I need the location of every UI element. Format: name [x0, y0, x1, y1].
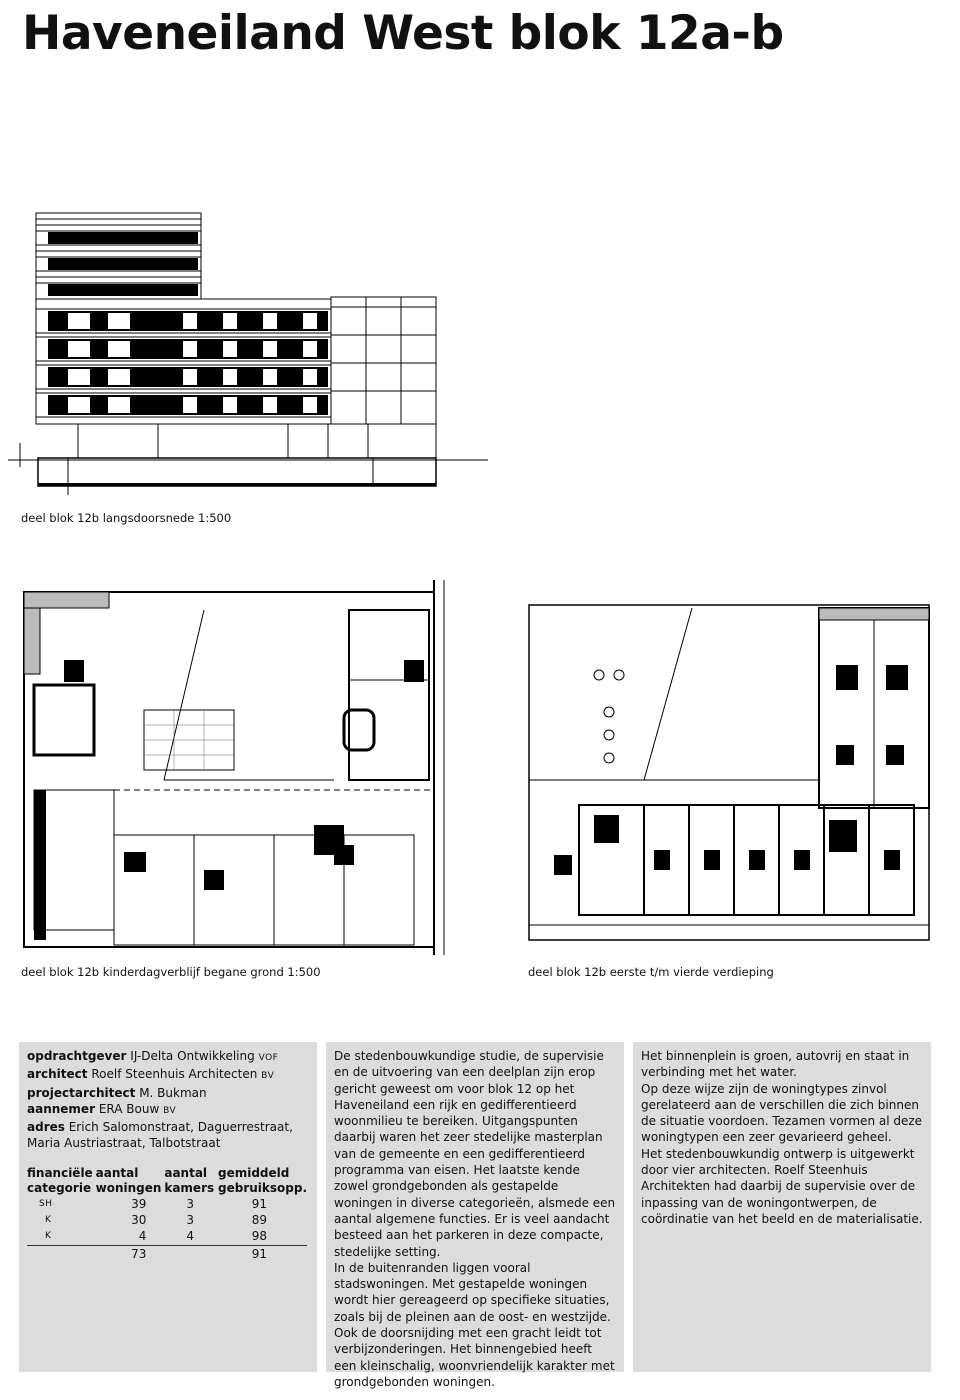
header-category: financiële categorie [27, 1165, 93, 1195]
table-header-row [27, 1166, 307, 1196]
housing-table [27, 1166, 307, 1262]
client-line [27, 1048, 313, 1066]
credits-panel [19, 1042, 317, 1372]
contractor-value: ERA Bouw [98, 1101, 160, 1116]
client-value: IJ-Delta Ontwikkeling [130, 1049, 255, 1063]
header-dwellings: aantal woningen [95, 1165, 162, 1195]
address-value: Erich Salomonstraat, Daguerrestraat, Maria Austriastraat, Talbotstraat [27, 1120, 293, 1151]
table-totals-row: 73 91 [27, 1245, 307, 1262]
project-architect-label: projectarchitect [27, 1085, 136, 1100]
body-paragraph: Op deze wijze zijn de woningtypes zinvol gerelateerd aan de verschillen die zich binnen de situatie voordoen. Tezamen vormen al deze woningtypen een zeer gevarieerd geheel. [641, 1081, 923, 1145]
client-label: opdrachtgever [27, 1049, 127, 1063]
address-label: adres [27, 1120, 65, 1135]
body-paragraph: Het binnenplein is groen, autovrij en staat in verbinding met het water. [641, 1049, 910, 1080]
header-rooms: aantal kamers [164, 1165, 215, 1195]
body-paragraph: In de buitenranden liggen vooral stadswoningen. Met gestapelde woningen wordt hier gereageerd op specifieke situaties, zoals bij de pleinen aan de oost- en westzijde. Ook de doorsnijding met een gracht leidt tot verbijzonderingen. Het binnengebied heeft een kleinschalig, woonvriendelijk karakter met grondgebonden woningen. [334, 1260, 615, 1389]
ground-floor-caption: deel blok 12b kinderdagverblijf begane grond 1:500 [21, 965, 321, 979]
architect-line [27, 1066, 313, 1084]
contractor-suffix: BV [163, 1105, 177, 1116]
upper-floor-plan [524, 600, 934, 945]
header-area: gemiddeld gebruiksopp. [218, 1165, 307, 1195]
description-panel-1 [326, 1042, 624, 1389]
section-caption: deel blok 12b langsdoorsnede 1:500 [21, 511, 232, 525]
address-line [27, 1119, 313, 1152]
contractor-label: aannemer [27, 1101, 95, 1116]
project-architect-value: M. Bukman [139, 1085, 207, 1100]
description-panel-2 [633, 1042, 931, 1372]
ground-floor-plan [14, 580, 449, 955]
section-drawing [8, 205, 493, 500]
table-row: SH 39 3 91 [39, 1196, 267, 1211]
page-title: Haveneiland West blok 12a-b [22, 6, 784, 61]
table-row: K 30 3 89 [45, 1213, 267, 1228]
architect-label: architect [27, 1067, 88, 1082]
contractor-line [27, 1101, 313, 1119]
project-architect-line [27, 1085, 313, 1101]
table-row: K 4 4 98 [45, 1229, 267, 1244]
body-paragraph: Het stedenbouwkundig ontwerp is uitgewerkt door vier architecten. Roelf Steenhuis Architekten had daarbij de supervisie over de inpassing van de woningontwerpen, de coördinatie van het beeld en de materialisatie. [641, 1146, 923, 1226]
upper-floor-caption: deel blok 12b eerste t/m vierde verdieping [528, 965, 774, 979]
client-suffix: VOF [258, 1053, 279, 1063]
architect-suffix: BV [261, 1071, 275, 1082]
body-paragraph: De stedenbouwkundige studie, de supervisie en de uitvoering van een deelplan zijn erop gericht geweest om voor blok 12 op het Haveneiland een rijk en gedifferentieerd woonmilieu te bereiken. Uitgangspunten daarbij waren het zeer stedelijke masterplan van de gemeente en een gedifferentieerd programma van eisen. Het laatste kende zowel grondgebonden als gestapelde woningen in diverse categorieën, alsmede een aantal algemene functies. Er is veel aandacht besteed aan het parkeren in deze compacte, stedelijke setting. [334, 1049, 616, 1259]
architect-value: Roelf Steenhuis Architecten [91, 1067, 258, 1082]
